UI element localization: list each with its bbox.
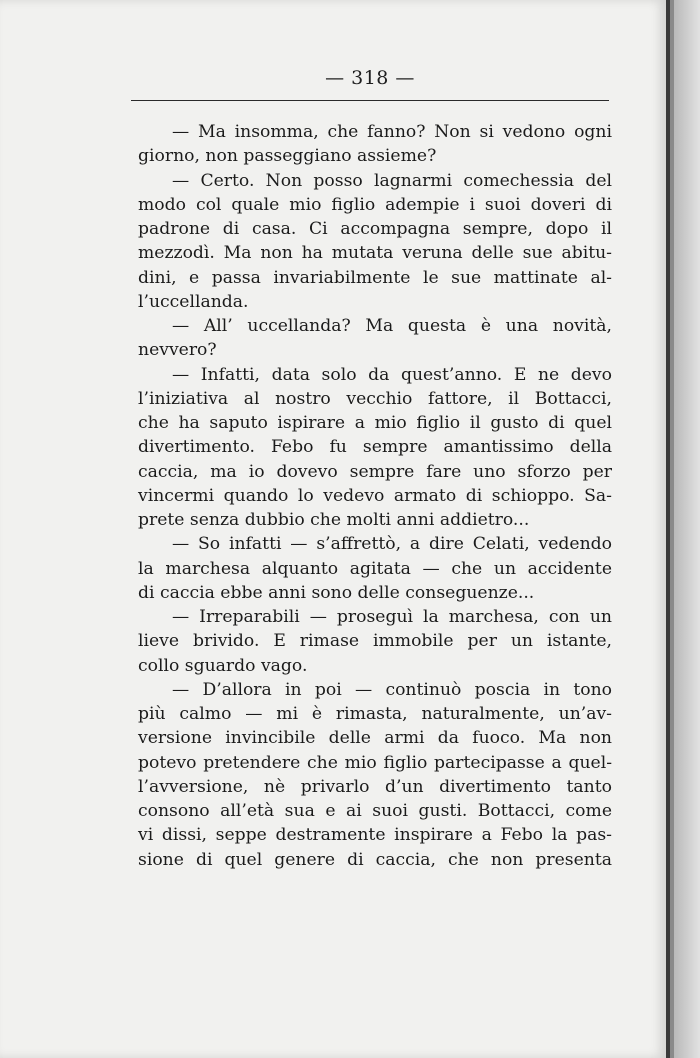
- book-spine-edge: [666, 0, 700, 1058]
- text-line: collo sguardo vago.: [138, 655, 308, 676]
- text-line: l’avversione, nè privarlo d’un divertimento tanto: [138, 776, 612, 797]
- text-line: vincermi quando lo vedevo armato di schioppo. Sa-: [138, 485, 612, 506]
- text-line: — All’ uccellanda? Ma questa è una novità,: [172, 316, 612, 336]
- text-line: — Ma insomma, che fanno? Non si vedono ogni: [172, 122, 612, 142]
- text-line: l’iniziativa al nostro vecchio fattore, il Bottacci,: [138, 388, 612, 409]
- text-line: — So infatti — s’affrettò, a dire Celati, vedendo: [172, 534, 612, 555]
- text-line: l’uccellanda.: [138, 291, 249, 312]
- text-line: lieve brivido. E rimase immobile per un istante,: [138, 631, 612, 652]
- text-line: più calmo — mi è rimasta, naturalmente, un’av-: [138, 704, 612, 724]
- text-line: — Infatti, data solo da quest’anno. E ne devo: [172, 364, 612, 385]
- text-line: — Certo. Non posso lagnarmi comechessia del: [172, 170, 612, 191]
- text-line: di caccia ebbe anni sono delle conseguenze...: [138, 582, 535, 603]
- text-line: — D’allora in poi — continuò poscia in tono: [172, 679, 612, 700]
- text-line: caccia, ma io dovevo sempre fare uno sforzo per: [138, 461, 612, 482]
- text-line: potevo pretendere che mio figlio partecipasse a quel-: [138, 752, 612, 773]
- text-line: giorno, non passeggiano assieme?: [138, 146, 437, 167]
- text-line: mezzodì. Ma non ha mutata veruna delle sue abitu-: [138, 243, 612, 264]
- text-line: prete senza dubbio che molti anni addietro...: [138, 510, 530, 530]
- text-line: consono all’età sua e ai suoi gusti. Bottacci, come: [138, 801, 612, 821]
- text-line: versione invincibile delle armi da fuoco. Ma non: [138, 728, 612, 749]
- header-rule: [131, 100, 609, 101]
- text-line: modo col quale mio figlio adempie i suoi doveri di: [138, 194, 612, 215]
- text-line: sione di quel genere di caccia, che non presenta: [138, 849, 612, 870]
- text-line: nevvero?: [138, 340, 217, 361]
- text-line: dini, e passa invariabilmente le sue mattinate al-: [138, 267, 612, 288]
- text-line: che ha saputo ispirare a mio figlio il gusto di quel: [138, 413, 612, 433]
- text-line: divertimento. Febo fu sempre amantissimo della: [138, 437, 612, 458]
- text-line: — Irreparabili — proseguì la marchesa, con un: [172, 607, 612, 627]
- page-number: — 318 —: [325, 67, 415, 89]
- text-line: vi dissi, seppe destramente inspirare a Febo la pas-: [138, 825, 612, 846]
- text-line: la marchesa alquanto agitata — che un accidente: [138, 558, 612, 579]
- text-line: padrone di casa. Ci accompagna sempre, dopo il: [138, 219, 612, 239]
- body-text: [138, 120, 612, 872]
